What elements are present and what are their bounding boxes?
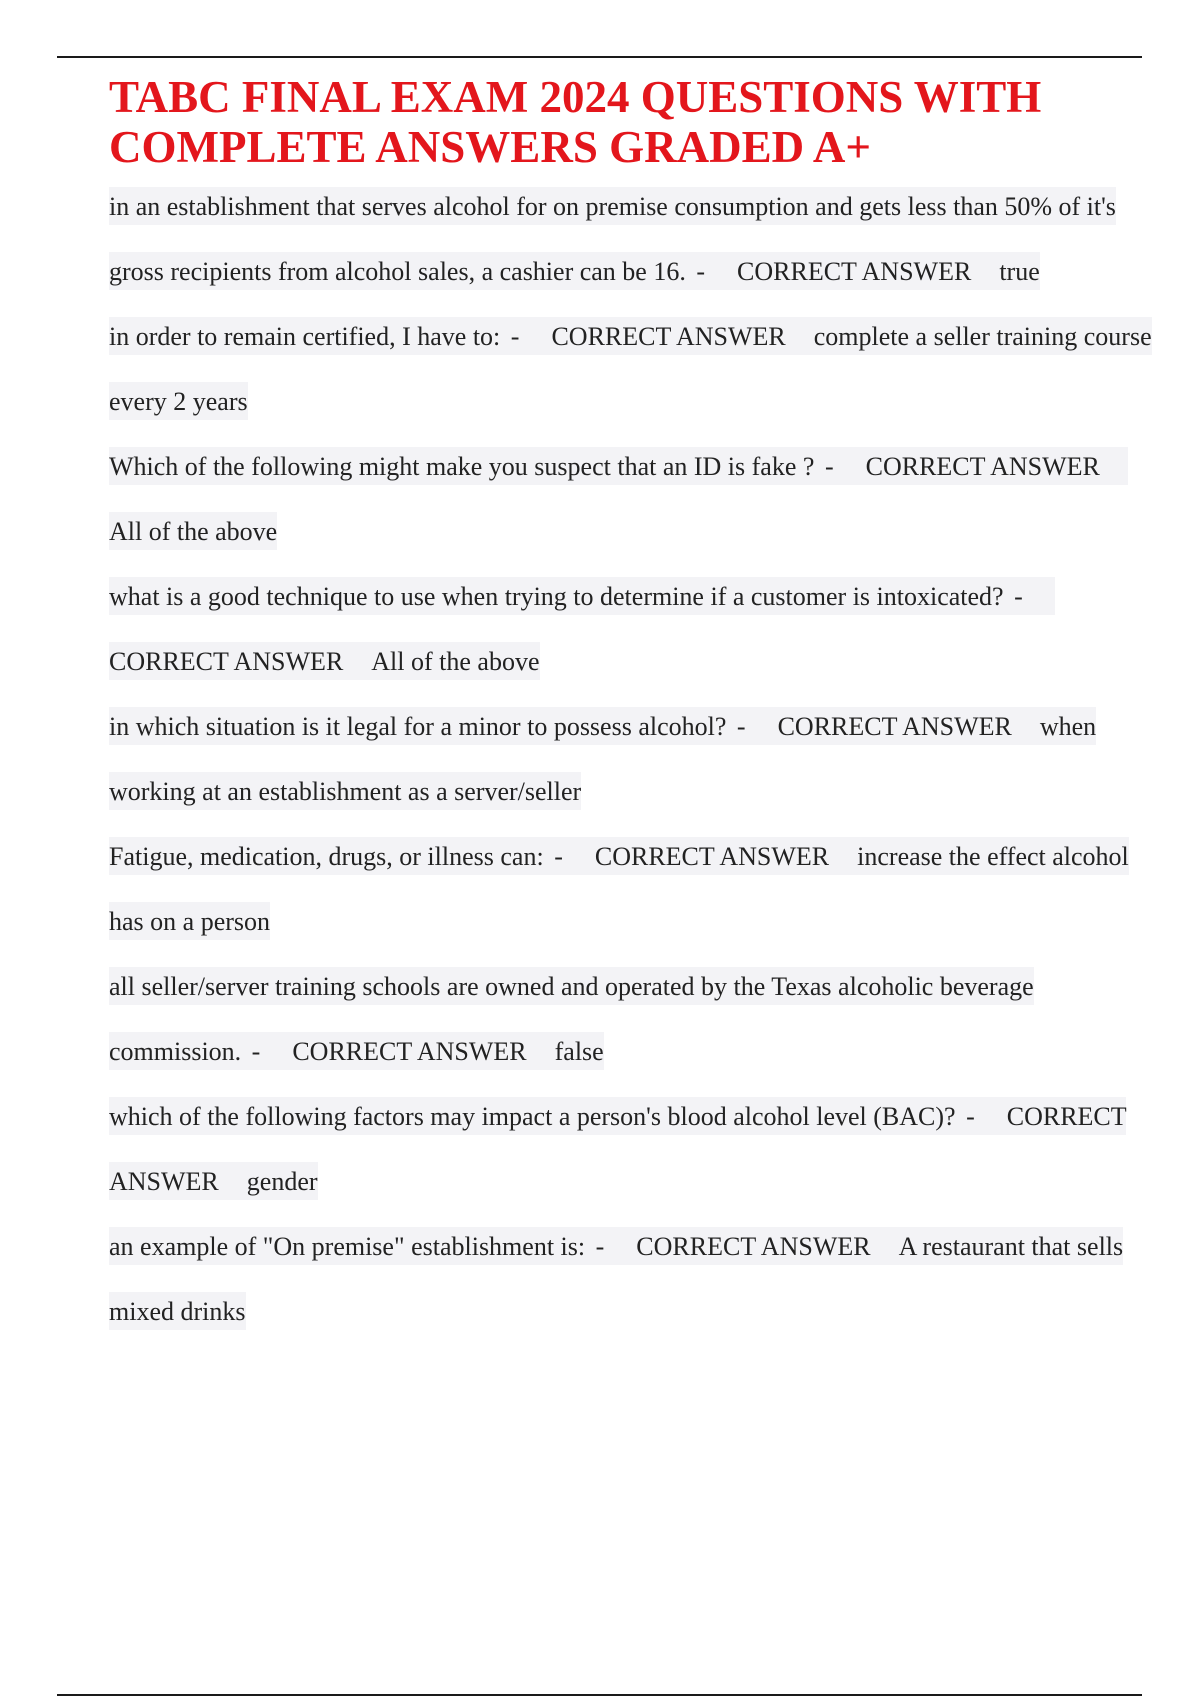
qa-item [109, 824, 1159, 954]
qa-highlight [109, 187, 1116, 290]
qa-item [109, 174, 1159, 304]
question-text: in order to remain certified, I have to: [109, 322, 501, 351]
top-rule [57, 56, 1142, 58]
document-title: TABC FINAL EXAM 2024 QUESTIONS WITH COMPLETE ANSWERS GRADED A+ [109, 72, 1042, 172]
qa-item [109, 1084, 1159, 1214]
separator: - [824, 452, 834, 481]
qa-item [109, 304, 1159, 434]
question-text: Fatigue, medication, drugs, or illness can: [109, 842, 544, 871]
qa-highlight [109, 707, 1096, 810]
answer-text: gender [246, 1167, 318, 1196]
answer-text: All of the above [371, 647, 540, 676]
qa-highlight [109, 317, 1152, 420]
correct-answer-label: CORRECT ANSWER [865, 452, 1100, 481]
qa-item [109, 694, 1159, 824]
correct-answer-label: CORRECT ANSWER [109, 1102, 1127, 1196]
qa-item [109, 564, 1159, 694]
question-text: in which situation is it legal for a minor to possess alcohol? [109, 712, 727, 741]
correct-answer-label: CORRECT ANSWER [777, 712, 1012, 741]
qa-list [109, 174, 1159, 1344]
bottom-rule [57, 1694, 1142, 1696]
separator: - [736, 712, 746, 741]
qa-highlight [109, 967, 1034, 1070]
separator: - [966, 1102, 975, 1131]
correct-answer-label: CORRECT ANSWER [551, 322, 786, 351]
question-text: Which of the following might make you suspect that an ID is fake ? [109, 452, 815, 481]
correct-answer-label: CORRECT ANSWER [109, 647, 344, 676]
question-text: all seller/server training schools are owned and operated by the Texas alcoholic beverage commission. [109, 972, 1034, 1066]
question-text: an example of "On premise" establishment is: [109, 1232, 586, 1261]
answer-text: true [999, 257, 1040, 286]
answer-text: All of the above [109, 517, 278, 546]
qa-item [109, 1214, 1159, 1344]
answer-text: A restaurant that sells mixed drinks [109, 1232, 1124, 1326]
separator: - [251, 1037, 261, 1066]
correct-answer-label: CORRECT ANSWER [636, 1232, 871, 1261]
document-body [109, 72, 1159, 1344]
answer-text: false [554, 1037, 604, 1066]
qa-highlight [109, 1097, 1126, 1200]
separator: - [696, 257, 706, 286]
separator: - [595, 1232, 605, 1261]
question-text: which of the following factors may impact a person's blood alcohol level (BAC)? [109, 1102, 956, 1131]
correct-answer-label: CORRECT ANSWER [292, 1037, 527, 1066]
qa-highlight [109, 837, 1129, 940]
correct-answer-label: CORRECT ANSWER [737, 257, 972, 286]
qa-highlight [109, 447, 1128, 550]
qa-item [109, 434, 1159, 564]
question-text: in an establishment that serves alcohol for on premise consumption and gets less than 50% of it's gross recipients from alcohol sales, a cashier can be 16. [109, 192, 1116, 286]
qa-highlight [109, 577, 1055, 680]
answer-text: increase the effect alcohol has on a person [109, 842, 1129, 936]
question-text: what is a good technique to use when trying to determine if a customer is intoxicated? [109, 582, 1004, 611]
separator: - [510, 322, 520, 351]
correct-answer-label: CORRECT ANSWER [594, 842, 830, 871]
qa-highlight [109, 1227, 1123, 1330]
separator: - [1014, 582, 1023, 611]
answer-text: when working at an establishment as a server/seller [109, 712, 1097, 806]
qa-item [109, 954, 1159, 1084]
answer-text: complete a seller training course every 2 years [109, 322, 1152, 416]
separator: - [554, 842, 563, 871]
